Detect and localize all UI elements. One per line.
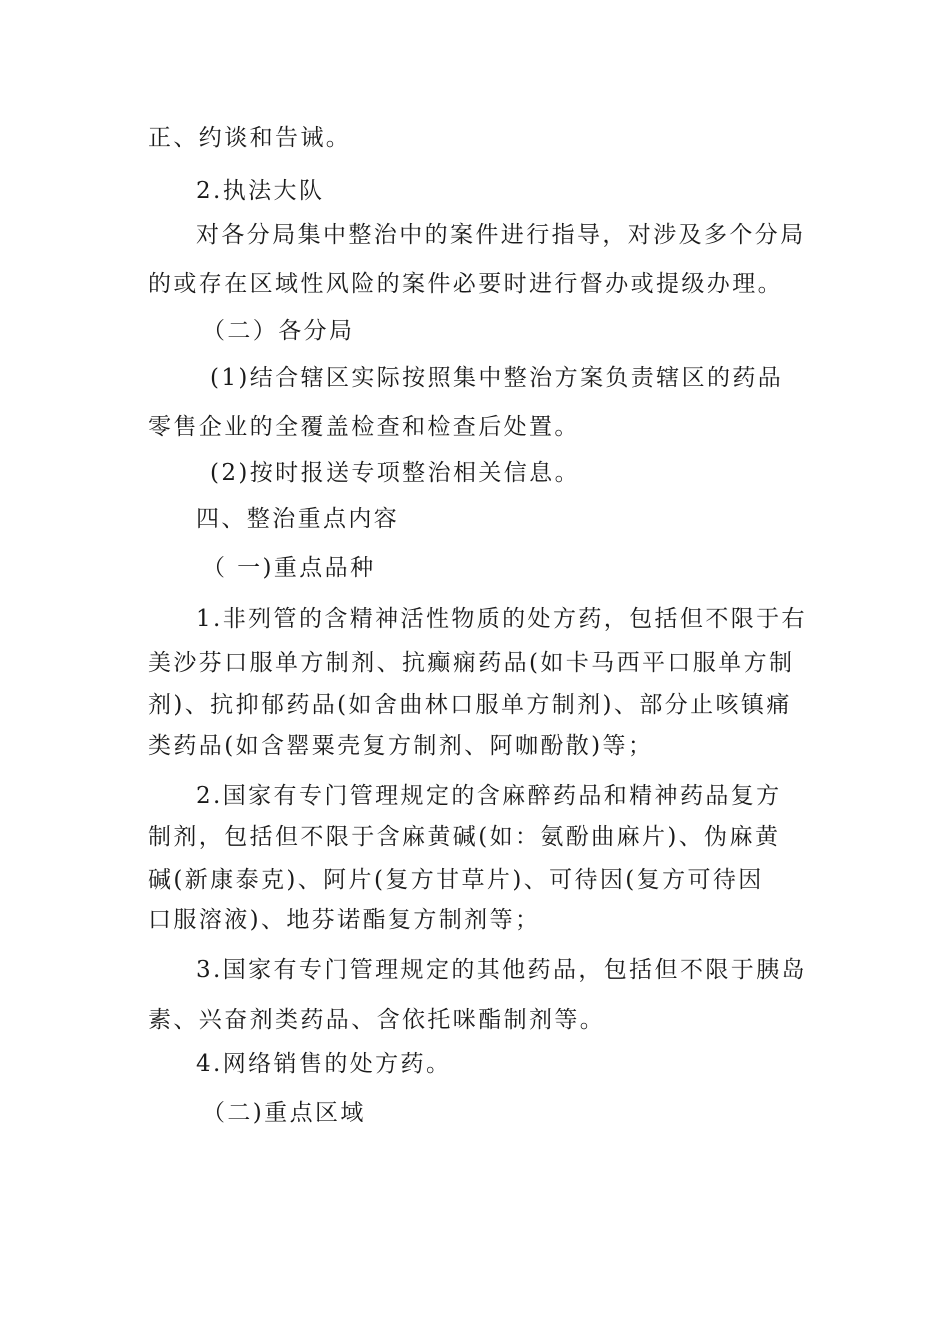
text-line: 素、兴奋剂类药品、含依托咪酯制剂等。 [148, 1007, 606, 1033]
text-line: 2.国家有专门管理规定的含麻醉药品和精神药品复方 [196, 783, 782, 809]
text-line: （二)重点区域 [202, 1100, 366, 1126]
text-line: 2.执法大队 [196, 178, 325, 204]
text-line: (2)按时报送专项整治相关信息。 [210, 460, 580, 486]
text-line: 3.国家有专门管理规定的其他药品，包括但不限于胰岛 [196, 957, 807, 983]
text-line: 口服溶液)、地芬诺酯复方制剂等； [148, 907, 541, 933]
text-line: 对各分局集中整治中的案件进行指导，对涉及多个分局 [196, 222, 806, 248]
text-line: （ 一)重点品种 [202, 555, 376, 581]
text-line: 的或存在区域性风险的案件必要时进行督办或提级办理。 [148, 271, 783, 297]
text-line: 剂)、抗抑郁药品(如舍曲林口服单方制剂)、部分止咳镇痛 [148, 692, 792, 718]
text-line: (1)结合辖区实际按照集中整治方案负责辖区的药品 [210, 365, 784, 391]
text-line: 碱(新康泰克)、阿片(复方甘草片)、可待因(复方可待因 [148, 867, 764, 893]
text-line: （二）各分局 [202, 318, 355, 344]
text-line: 美沙芬口服单方制剂、抗癫痫药品(如卡马西平口服单方制 [148, 650, 795, 676]
text-line: 正、约谈和告诫。 [148, 125, 352, 151]
text-line: 制剂，包括但不限于含麻黄碱(如：氨酚曲麻片)、伪麻黄 [148, 824, 781, 850]
text-line: 四、整治重点内容 [196, 506, 400, 532]
text-line: 4.网络销售的处方药。 [196, 1051, 452, 1077]
text-line: 1.非列管的含精神活性物质的处方药，包括但不限于右 [196, 606, 807, 632]
text-line: 类药品(如含罂粟壳复方制剂、阿咖酚散)等； [148, 733, 654, 759]
text-line: 零售企业的全覆盖检查和检查后处置。 [148, 414, 580, 440]
